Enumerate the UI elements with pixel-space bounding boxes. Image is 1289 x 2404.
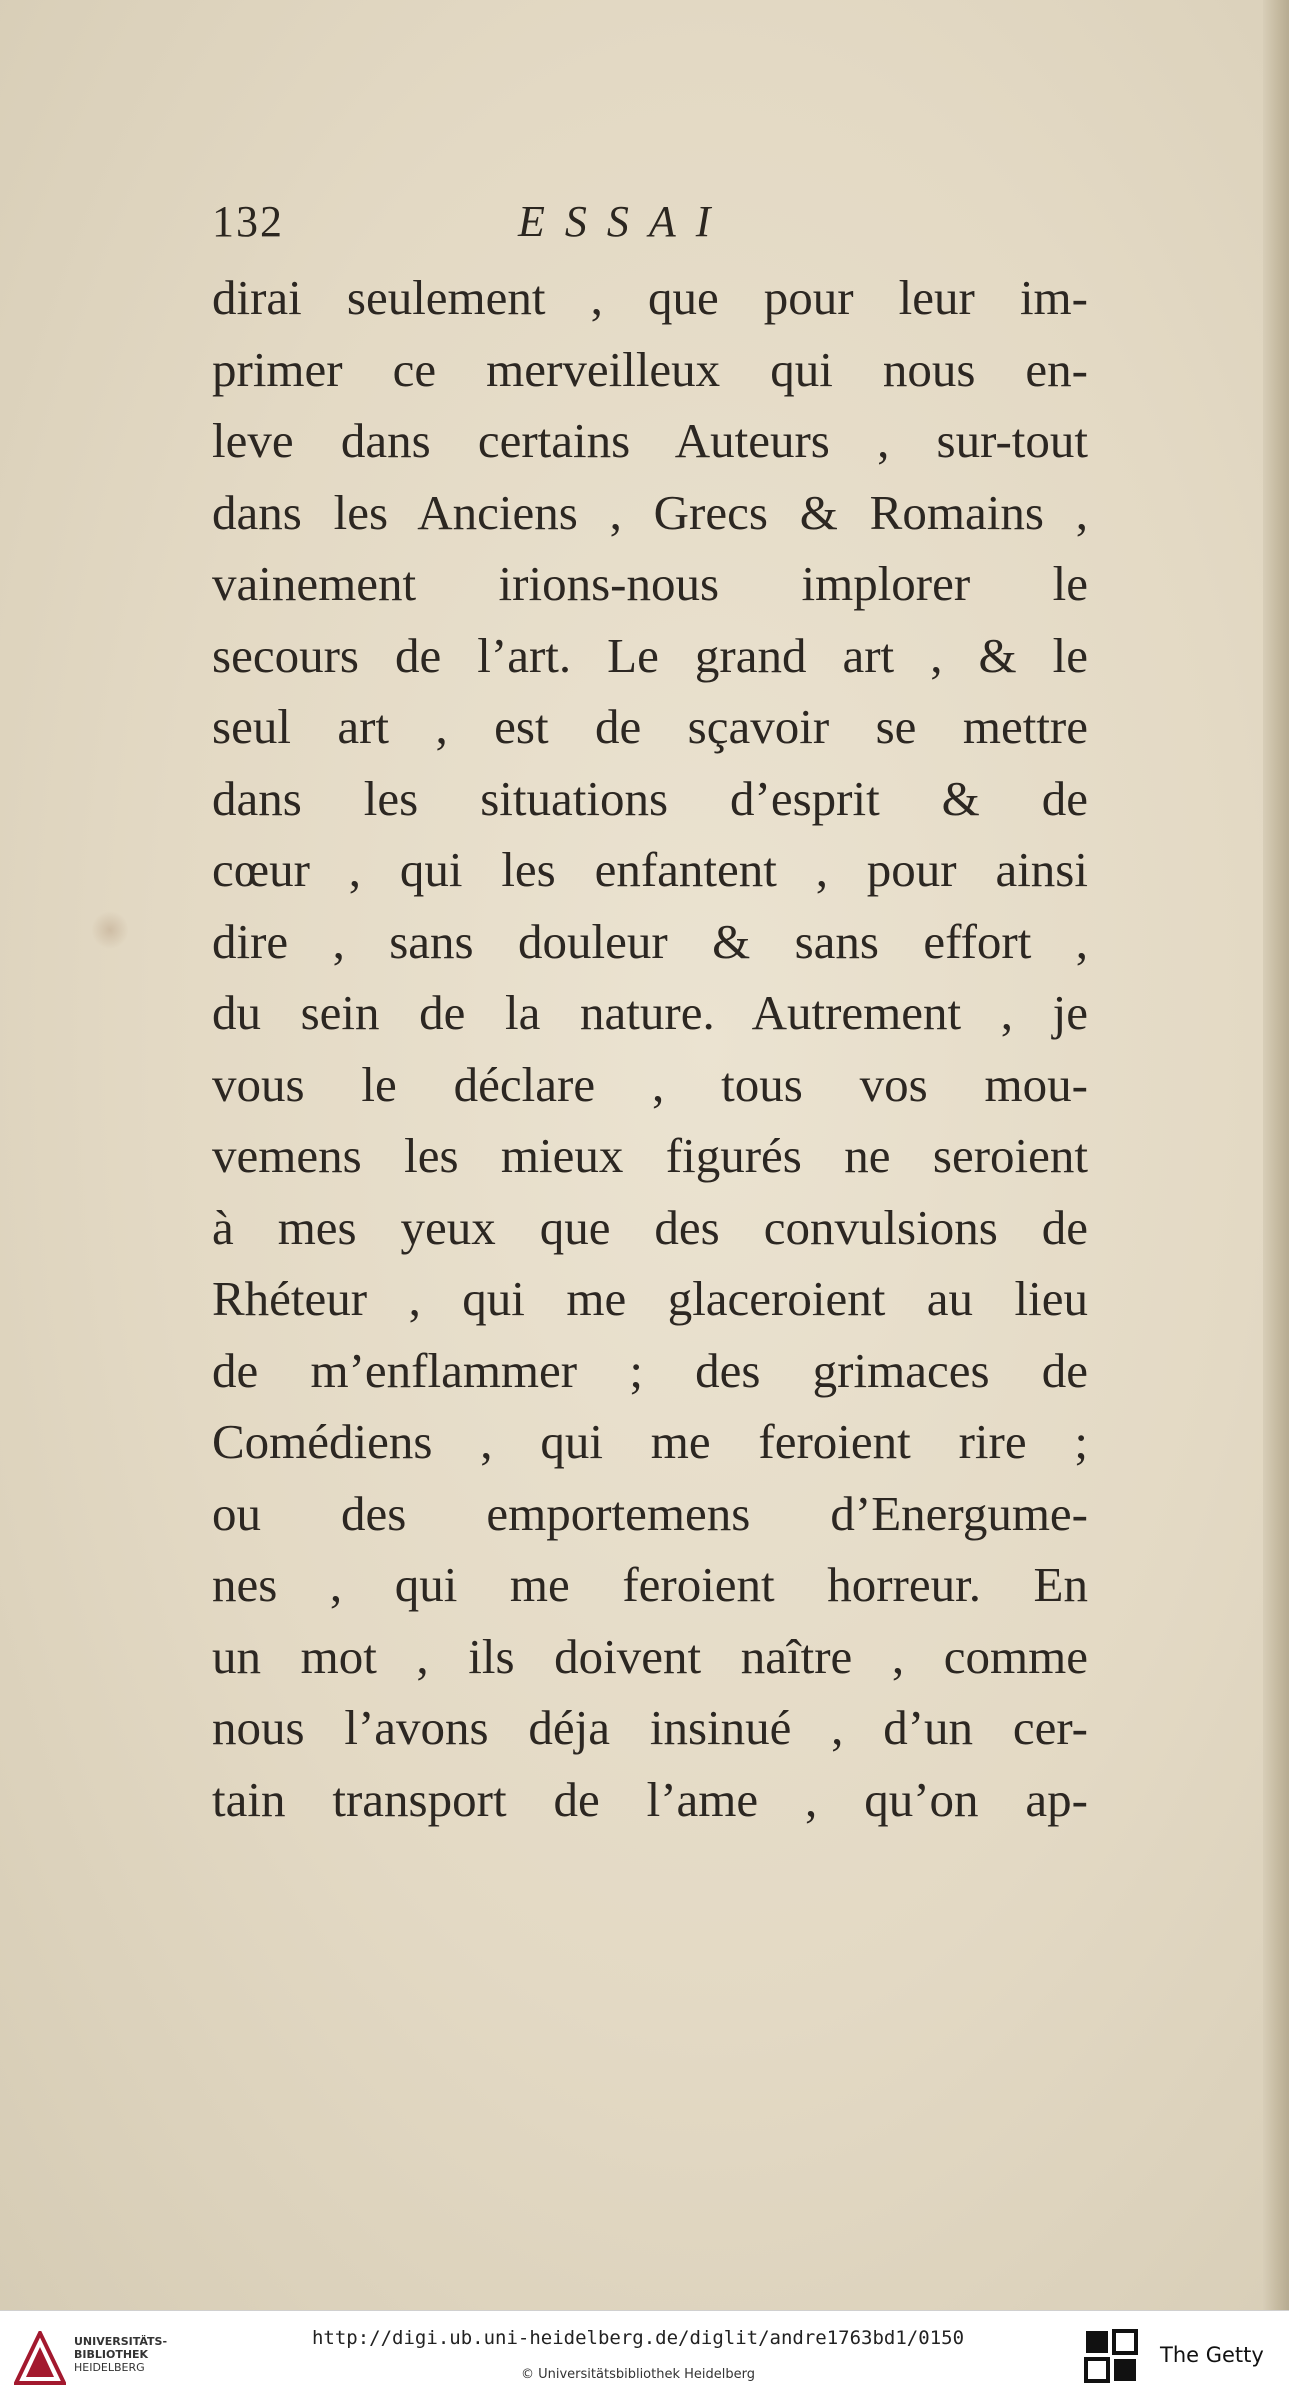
text-line: vous le déclare , tous vos mou- [212,1056,1088,1112]
text-line: nous l’avons déja insinué , d’un cer- [212,1700,1088,1755]
university-library-logo-icon [14,2331,66,2385]
text-line: dirai seulement , que pour leur im- [212,270,1088,325]
library-name-line: UNIVERSITÄTS- [74,2335,168,2348]
text-line: leve dans certains Auteurs , sur-tout [212,413,1088,468]
text-line: Rhéteur , qui me glaceroient au lieu [212,1271,1088,1326]
getty-logo-icon [1084,2329,1138,2383]
running-head [208,196,1088,262]
partner-name: The Getty [1160,2343,1264,2367]
text-line: dans les Anciens , Grecs & Romains , [212,484,1088,540]
text-line: de m’enflammer ; des grimaces de [212,1342,1088,1398]
text-line: nes , qui me feroient horreur. En [212,1557,1088,1612]
page-edge [1263,0,1289,2310]
running-title: ESSAI [518,197,731,246]
copyright-notice: © Universitätsbibliothek Heidelberg [520,2367,755,2382]
text-line: du sein de la nature. Autrement , je [212,985,1088,1040]
page-number: 132 [212,197,284,246]
text-line: vainement irions-nous implorer le [212,556,1088,611]
text-line: primer ce merveilleux qui nous en- [212,341,1088,397]
library-name [74,2335,167,2374]
text-line: tain transport de l’ame , qu’on ap- [212,1771,1088,1827]
text-line: secours de l’art. Le grand art , & le [212,627,1088,683]
text-line: Comédiens , qui me feroient rire ; [212,1414,1088,1469]
text-line: à mes yeux que des convulsions de [212,1199,1088,1255]
text-line: cœur , qui les enfantent , pour ainsi [212,842,1088,897]
text-line: seul art , est de sçavoir se mettre [212,699,1088,754]
text-line: ou des emportemens d’Energume- [212,1485,1088,1541]
text-line: vemens les mieux figurés ne seroient [212,1128,1088,1183]
footer-bar [0,2310,1289,2404]
body-text [212,262,1088,1835]
paper-stain [92,910,128,950]
text-line: dans les situations d’esprit & de [212,770,1088,826]
library-name-line: BIBLIOTHEK [74,2348,149,2361]
permalink-url[interactable]: http://digi.ub.uni-heidelberg.de/diglit/andre1763bd1/0150 [311,2327,965,2349]
library-name-line: HEIDELBERG [74,2361,145,2374]
text-line: un mot , ils doivent naître , comme [212,1628,1088,1684]
text-line: dire , sans douleur & sans effort , [212,913,1088,969]
